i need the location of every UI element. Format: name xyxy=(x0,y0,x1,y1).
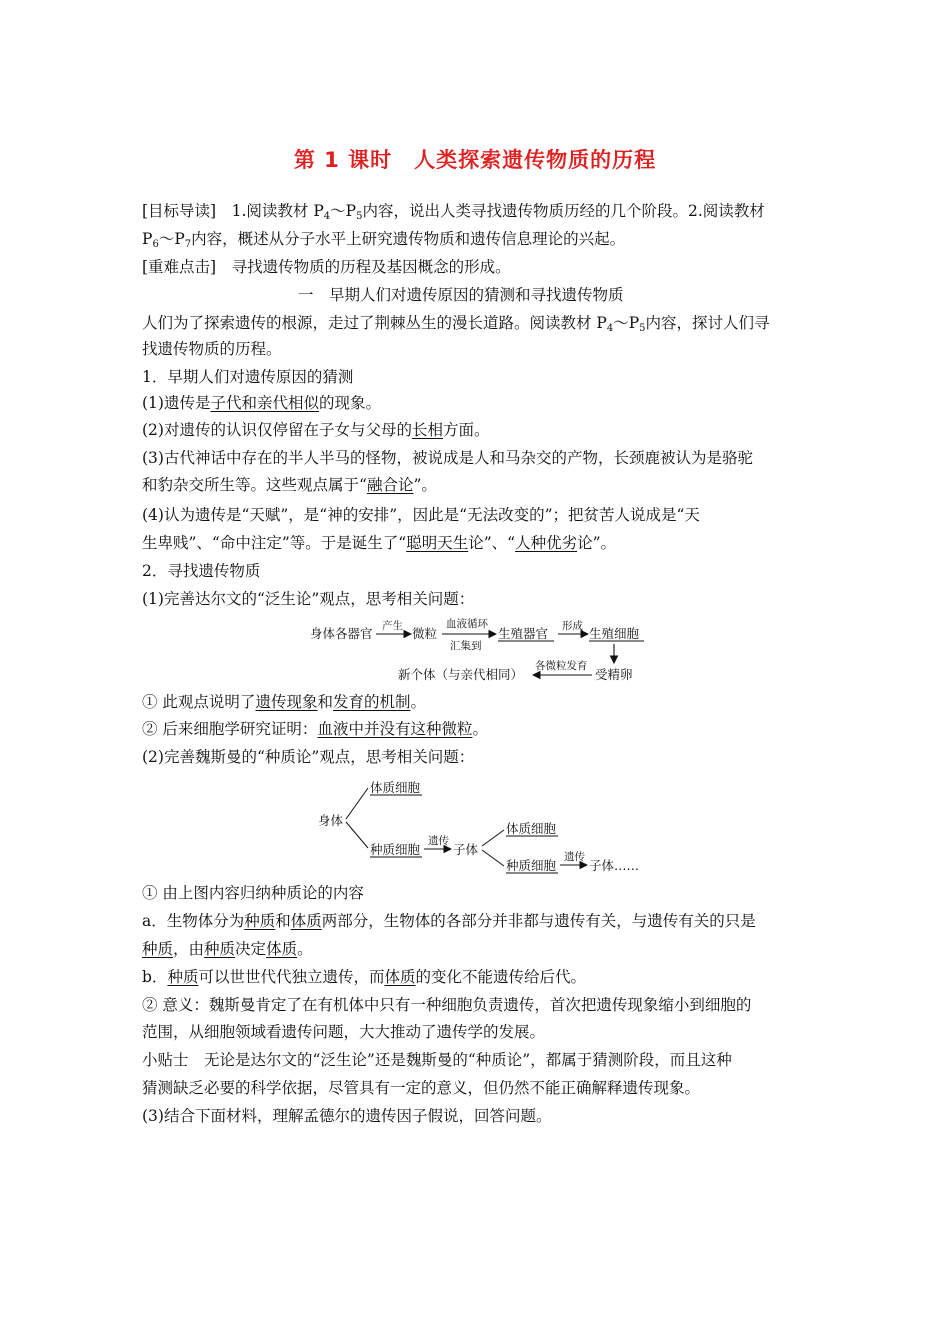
germ-plasm-diagram xyxy=(310,772,650,880)
answer-blank: 种质 xyxy=(167,968,199,986)
key-points: [重难点击] 寻找遗传物质的历程及基因概念的形成。 xyxy=(142,258,511,276)
answer-blank: 子代和亲代相似 xyxy=(210,394,319,412)
edge-label-form: 形成 xyxy=(562,620,583,632)
point-1: (1)遗传是子代和亲代相似的现象。 xyxy=(142,394,381,412)
answer-blank: 体质 xyxy=(266,940,298,958)
summary-heading: ① 由上图内容归纳种质论的内容 xyxy=(142,884,364,902)
node-offspring: 子体 xyxy=(453,842,479,857)
question-1: (1)完善达尔文的“泛生论”观点，思考相关问题： xyxy=(142,590,475,608)
node-reproductive-organ: 生殖器官 xyxy=(498,626,549,641)
point-2: (2)对遗传的认识仅停留在子女与父母的长相方面。 xyxy=(142,421,490,439)
page-title: 第 1 课时 人类探索遗传物质的历程 xyxy=(293,148,657,172)
answer-blank: 种质 xyxy=(244,912,276,930)
node-germ-cell: 生殖细胞 xyxy=(589,626,640,641)
branch-line xyxy=(482,850,504,866)
significance-line-1: ② 意义：魏斯曼肯定了在有机体中只有一种细胞负责遗传，首次把遗传现象缩小到细胞的 xyxy=(142,996,752,1014)
answer-blank: 血液中并没有这种微粒 xyxy=(317,720,473,738)
node-particles: 微粒 xyxy=(412,626,438,641)
node-new-individual: 新个体（与亲代相同） xyxy=(398,667,524,682)
point-3-line-2: 和豹杂交所生等。这些观点属于“融合论”。 xyxy=(142,476,437,494)
edge-label-inherit: 遗传 xyxy=(564,851,585,863)
answer-blank: 体质 xyxy=(384,968,416,986)
heading-1: 1．早期人们对遗传原因的猜测 xyxy=(142,368,354,386)
intro-line-1: 人们为了探索遗传的根源，走过了荆棘丛生的漫长道路。阅读教材 $P_4\sim P_5$内容，探讨人们寻 xyxy=(142,314,770,334)
question-3: (3)结合下面材料，理解孟德尔的遗传因子假说，回答问题。 xyxy=(142,1107,552,1125)
node-somatic-cell: 体质细胞 xyxy=(506,821,557,836)
answer-blank: 融合论 xyxy=(366,476,414,494)
answer-2: ② 后来细胞学研究证明：血液中并没有这种微粒。 xyxy=(142,720,488,738)
answer-blank: 长相 xyxy=(411,421,443,439)
intro-line-2: 找遗传物质的历程。 xyxy=(142,340,282,358)
tip-line-2: 猜测缺乏必要的科学依据，尽管具有一定的意义，但仍然不能正确解释遗传现象。 xyxy=(142,1079,701,1097)
edge-label-develop: 各微粒发育 xyxy=(535,660,588,672)
node-germ-cell: 种质细胞 xyxy=(506,858,557,873)
section-heading: 一 早期人们对遗传原因的猜测和寻找遗传物质 xyxy=(298,286,624,304)
point-4-line-1: (4)认为遗传是“天赋”，是“神的安排”，因此是“无法改变的”；把贫苦人说成是“天 xyxy=(142,506,700,524)
node-germ-cell: 种质细胞 xyxy=(370,842,421,857)
pangenesis-diagram xyxy=(300,612,660,688)
goals-line-1: [目标导读] 1.阅读教材 $P_4\sim P_5$内容，说出人类寻找遗传物质历经的几个阶段。2.阅读教材 xyxy=(142,202,765,222)
branch-line xyxy=(346,788,368,819)
node-body: 身体 xyxy=(318,813,344,828)
point-3-line-1: (3)古代神话中存在的半人半马的怪物，被说成是人和马杂交的产物，长颈鹿被认为是骆驼 xyxy=(142,449,753,467)
point-4-line-2: 生卑贱”、“命中注定”等。于是诞生了“聪明天生论”、“人种优劣论”。 xyxy=(142,534,617,552)
summary-a-line-1: a．生物体分为种质和体质两部分，生物体的各部分并非都与遗传有关，与遗传有关的只是 xyxy=(142,912,756,930)
node-zygote: 受精卵 xyxy=(595,667,633,682)
node-somatic-cell: 体质细胞 xyxy=(370,780,421,795)
answer-blank: 人种优劣 xyxy=(515,534,578,552)
node-body-organs: 身体各器官 xyxy=(310,626,373,641)
tip-line-1: 小贴士 无论是达尔文的“泛生论”还是魏斯曼的“种质论”，都属于猜测阶段，而且这种 xyxy=(142,1051,732,1069)
edge-label-produce: 产生 xyxy=(382,620,403,632)
answer-blank: 发育的机制 xyxy=(332,693,411,711)
question-2: (2)完善魏斯曼的“种质论”观点，思考相关问题： xyxy=(142,748,475,766)
answer-blank: 遗传现象 xyxy=(255,693,318,711)
answer-blank: 种质 xyxy=(204,940,236,958)
summary-b: b．种质可以世世代代独立遗传，而体质的变化不能遗传给后代。 xyxy=(142,968,586,986)
answer-blank: 聪明天生 xyxy=(406,534,469,552)
significance-line-2: 范围，从细胞领域看遗传问题，大大推动了遗传学的发展。 xyxy=(142,1023,546,1041)
answer-blank: 体质 xyxy=(290,912,322,930)
branch-line xyxy=(346,822,368,848)
edge-label-inherit: 遗传 xyxy=(428,835,449,847)
node-offspring: 子体…… xyxy=(589,858,640,873)
edge-label-circulation: 血液循环 xyxy=(446,618,488,630)
goals-label: [目标导读] xyxy=(142,202,217,220)
answer-blank: 种质 xyxy=(142,940,174,958)
edge-label-gather: 汇集到 xyxy=(450,640,482,652)
branch-line xyxy=(482,830,504,846)
answer-1: ① 此观点说明了遗传现象和发育的机制。 xyxy=(142,693,426,711)
heading-2: 2．寻找遗传物质 xyxy=(142,562,261,580)
summary-a-line-2: 种质，由种质决定体质。 xyxy=(142,940,313,958)
goals-line-2: $P_6\sim P_7$内容，概述从分子水平上研究遗传物质和遗传信息理论的兴起。 xyxy=(142,230,626,250)
key-label: [重难点击] xyxy=(142,258,217,276)
